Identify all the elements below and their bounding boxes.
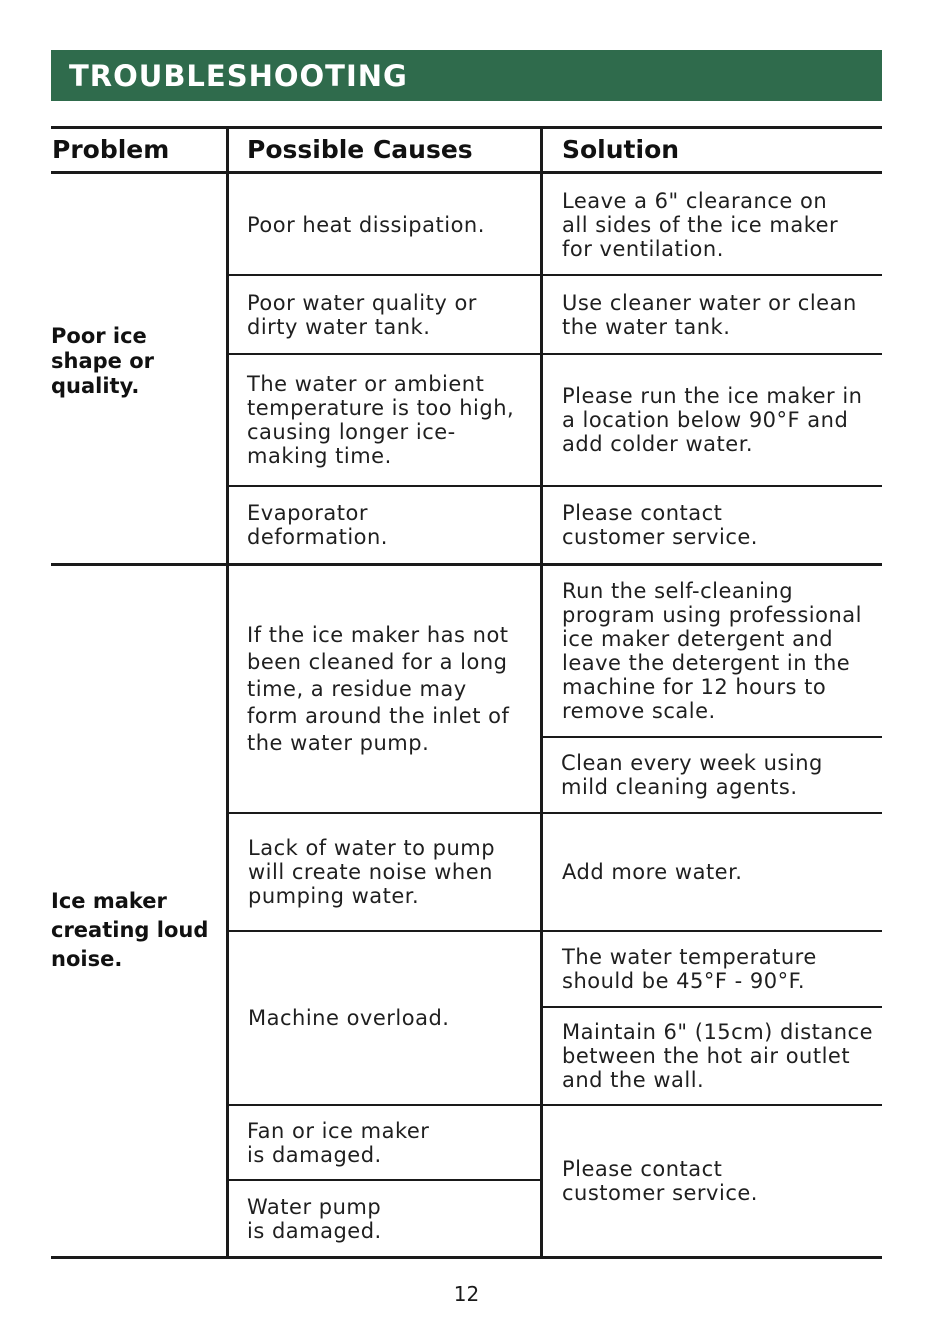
problem-poor-ice: Poor ice shape or quality. [51, 324, 154, 398]
column-divider-1 [226, 126, 229, 1259]
problem-loud-noise: Ice maker creating loud noise. [51, 889, 209, 971]
solution-cell: Run the self-cleaning program using professional ice maker detergent and leave the detergent in the machine for 12 hours to remove scale. [562, 579, 862, 723]
header-bottom-rule [51, 171, 882, 174]
cause-cell: Evaporator deformation. [247, 501, 388, 549]
page-number: 12 [453, 1282, 480, 1306]
cause-cell: Water pump is damaged. [247, 1194, 382, 1243]
cause-cell: Poor water quality or dirty water tank. [247, 290, 477, 339]
table-bottom-rule [51, 1256, 882, 1259]
solution-cell: Please run the ice maker in a location below 90°F and add colder water. [562, 384, 863, 456]
cause-cell: Fan or ice maker is damaged. [247, 1118, 430, 1167]
cause-cell: Lack of water to pump will create noise when pumping water. [248, 836, 496, 908]
solution-cell: Maintain 6" (15cm) distance between the hot air outlet and the wall. [562, 1020, 874, 1092]
solution-cell: Please contact customer service. [562, 501, 758, 549]
solution-cell: Use cleaner water or clean the water tank. [562, 290, 857, 339]
solution-cell: Please contact customer service. [562, 1157, 758, 1205]
header-problem: Problem [52, 135, 170, 164]
header-solution: Solution [562, 135, 680, 164]
section-title-banner [51, 50, 882, 101]
header-possible-causes: Possible Causes [247, 135, 473, 164]
table-top-rule [51, 126, 882, 129]
column-divider-2 [540, 126, 543, 1259]
cause-cell: Machine overload. [248, 1006, 450, 1030]
cause-cell: The water or ambient temperature is too high, causing longer ice- making time. [247, 372, 515, 468]
solution-cell: Add more water. [562, 860, 743, 884]
solution-cell: Clean every week using mild cleaning agents. [561, 751, 823, 799]
section-title: TROUBLESHOOTING [69, 58, 408, 93]
solution-cell: Leave a 6" clearance on all sides of the ice maker for ventilation. [562, 189, 839, 261]
cause-cell: Poor heat dissipation. [247, 213, 485, 237]
cause-cell: If the ice maker has not been cleaned for a long time, a residue may form around the inlet of the water pump. [247, 622, 510, 755]
solution-cell: The water temperature should be 45°F - 90°F. [562, 945, 817, 993]
